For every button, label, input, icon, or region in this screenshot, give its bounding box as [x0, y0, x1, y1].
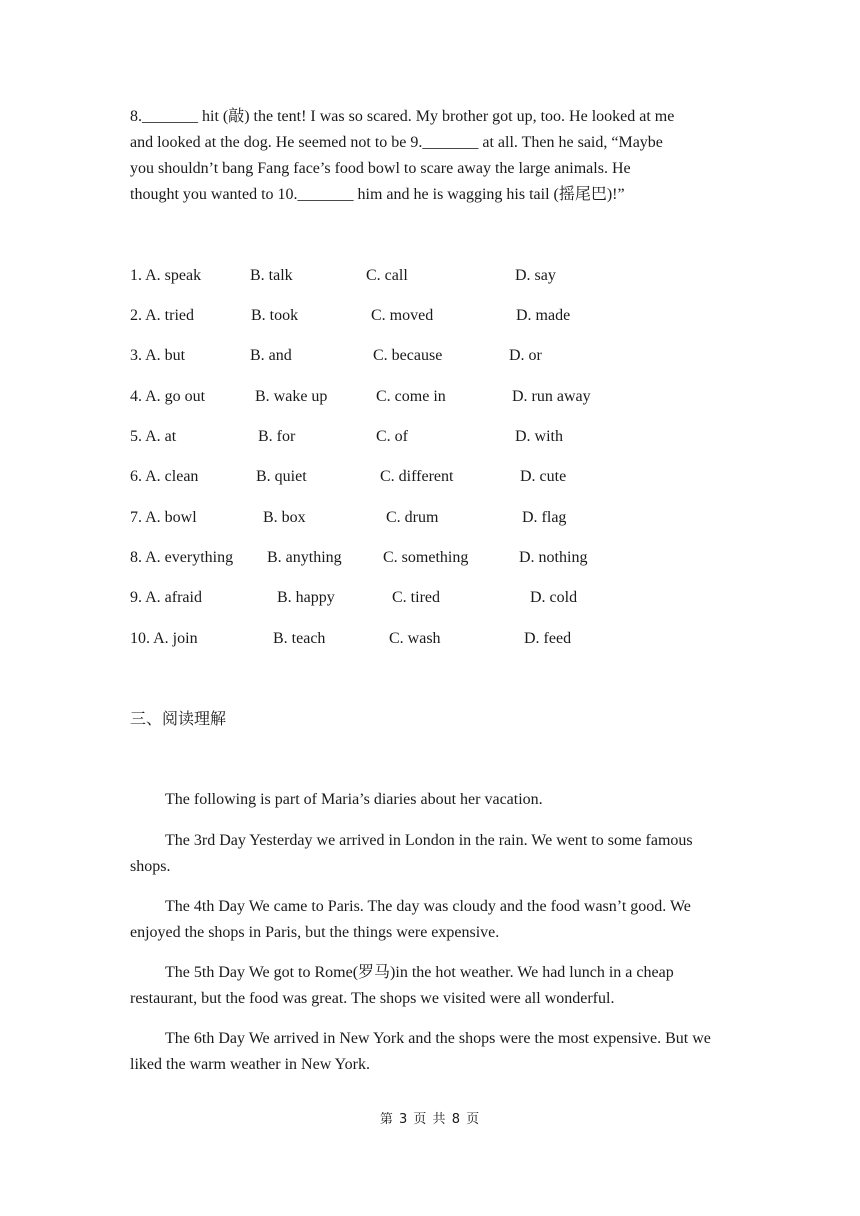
passage-line: 8._______ hit (敲) the tent! I was so scared. My brother got up, too. He looked at me [130, 108, 675, 125]
diary-day3: The 3rd Day Yesterday we arrived in London in the rain. We went to some famous shops. [130, 832, 693, 875]
question-options [130, 464, 750, 490]
question-options [130, 384, 750, 410]
diary-day4: The 4th Day We came to Paris. The day was cloudy and the food wasn’t good. We enjoyed the shops in Paris, but the things were expensive. [130, 898, 691, 941]
option-b: B. talk [250, 267, 293, 284]
option-c: C. because [373, 347, 443, 364]
option-a: 4. A. go out [130, 388, 206, 405]
option-a: 7. A. bowl [130, 509, 197, 526]
option-c: C. tired [392, 589, 440, 606]
option-d: D. feed [524, 630, 572, 647]
option-b: B. anything [267, 549, 342, 566]
option-b: B. for [258, 428, 296, 445]
option-d: D. nothing [519, 549, 588, 566]
option-d: D. with [515, 428, 563, 445]
question-options [130, 545, 750, 571]
option-c: C. moved [371, 307, 434, 324]
question-options [130, 626, 750, 652]
option-a: 9. A. afraid [130, 589, 202, 606]
option-a: 3. A. but [130, 347, 186, 364]
diary-day5: The 5th Day We got to Rome(罗马)in the hot weather. We had lunch in a cheap restaurant, but the food was great. The shops we visited were all wonderful. [130, 964, 674, 1007]
option-d: D. say [515, 267, 556, 284]
option-a: 2. A. tried [130, 307, 194, 324]
option-a: 5. A. at [130, 428, 177, 445]
option-a: 6. A. clean [130, 468, 199, 485]
option-c: C. different [380, 468, 454, 485]
option-d: D. made [516, 307, 571, 324]
option-c: C. drum [386, 509, 439, 526]
option-d: D. flag [522, 509, 567, 526]
option-d: D. cute [520, 468, 567, 485]
page-footer: 第 3 页 共 8 页 [379, 1112, 481, 1127]
option-c: C. of [376, 428, 408, 445]
option-b: B. quiet [256, 468, 307, 485]
option-b: B. wake up [255, 388, 328, 405]
option-a: 8. A. everything [130, 549, 234, 566]
option-a: 10. A. join [130, 630, 198, 647]
question-options [130, 303, 750, 329]
passage-line: thought you wanted to 10._______ him and he is wagging his tail (摇尾巴)!” [130, 186, 625, 203]
question-options [130, 585, 750, 611]
passage-line: you shouldn’t bang Fang face’s food bowl to scare away the large animals. He [130, 160, 631, 177]
reading-intro: The following is part of Maria’s diaries about her vacation. [165, 791, 543, 808]
question-options [130, 263, 750, 289]
section-title: 三、阅读理解 [130, 709, 227, 728]
option-a: 1. A. speak [130, 267, 202, 284]
passage-continuation [130, 104, 730, 208]
option-b: B. took [251, 307, 299, 324]
option-b: B. teach [273, 630, 326, 647]
option-c: C. come in [376, 388, 446, 405]
option-c: C. something [383, 549, 469, 566]
diary-day6: The 6th Day We arrived in New York and the shops were the most expensive. But we liked the warm weather in New York. [130, 1030, 711, 1073]
question-options [130, 343, 750, 369]
option-b: B. happy [277, 589, 335, 606]
option-d: D. cold [530, 589, 578, 606]
option-c: C. wash [389, 630, 441, 647]
passage-line: and looked at the dog. He seemed not to be 9._______ at all. Then he said, “Maybe [130, 134, 663, 151]
option-c: C. call [366, 267, 408, 284]
option-d: D. or [509, 347, 542, 364]
option-d: D. run away [512, 388, 591, 405]
question-options [130, 424, 750, 450]
option-b: B. box [263, 509, 306, 526]
question-options [130, 505, 750, 531]
option-b: B. and [250, 347, 292, 364]
